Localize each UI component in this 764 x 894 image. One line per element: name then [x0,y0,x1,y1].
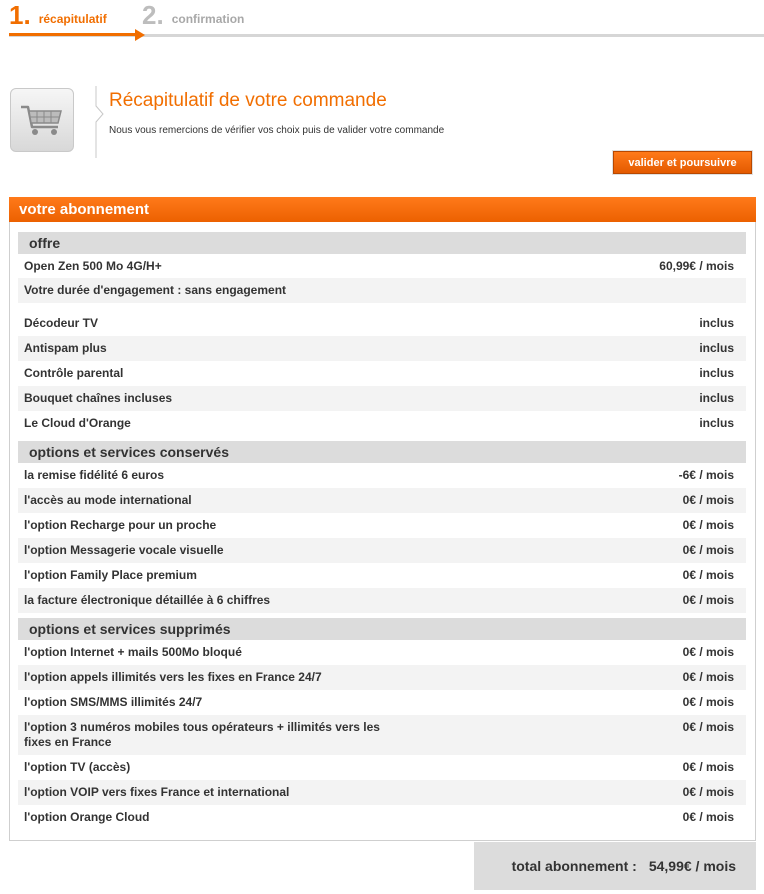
row-value: inclus [699,366,734,380]
row-value: inclus [699,316,734,330]
kept-row [18,463,746,488]
removed-row [18,780,746,805]
page-subtitle: Nous vous remercions de vérifier vos choix puis de valider votre commande [109,125,445,136]
step-recapitulatif [9,2,107,28]
order-stepper [9,0,764,40]
included-row [18,386,746,411]
stepper-progress [9,33,135,36]
included-row [18,411,746,436]
row-label: l'option Family Place premium [24,568,197,582]
subscription-panel-title: votre abonnement [9,197,756,222]
removed-row [18,715,746,755]
removed-row [18,665,746,690]
header-divider [93,86,105,158]
step-number: 1. [9,0,31,30]
row-label: la facture électronique détaillée à 6 chiffres [24,593,271,607]
row-value: inclus [699,341,734,355]
kept-row [18,563,746,588]
row-label: l'option SMS/MMS illimités 24/7 [24,695,203,709]
row-value: 0€ / mois [682,645,734,659]
step-label: confirmation [171,12,245,26]
row-label: la remise fidélité 6 euros [24,468,165,482]
page-title: Récapitulatif de votre commande [109,90,387,111]
total-value: 54,99€ / mois [648,858,736,874]
total-label: total abonnement : [511,858,637,874]
shopping-cart-icon [10,88,74,152]
row-label: l'option 3 numéros mobiles tous opérateurs + illimités vers les fixes en France [24,720,380,749]
kept-row [18,513,746,538]
row-value: 0€ / mois [682,695,734,709]
subscription-details [18,232,746,830]
kept-row [18,488,746,513]
row-value: 0€ / mois [682,543,734,557]
row-label: l'option Orange Cloud [24,810,150,824]
row-label: Décodeur TV [24,316,99,330]
row-value: 0€ / mois [682,760,734,774]
row-label: Open Zen 500 Mo 4G/H+ [24,259,162,273]
row-value: 60,99€ / mois [659,259,734,273]
step-confirmation [142,2,244,28]
offer-row [18,254,746,278]
kept-row [18,538,746,563]
row-value: 0€ / mois [682,593,734,607]
row-value: inclus [699,416,734,430]
row-value: inclus [699,391,734,405]
row-label: l'option VOIP vers fixes France et international [24,785,290,799]
stepper-arrow-icon [135,29,145,41]
row-value: 0€ / mois [682,518,734,532]
removed-row [18,640,746,665]
row-value: 0€ / mois [682,785,734,799]
row-label: l'option Messagerie vocale visuelle [24,543,224,557]
row-label: l'option Internet + mails 500Mo bloqué [24,645,242,659]
step-label: récapitulatif [38,12,107,26]
row-value: 0€ / mois [682,810,734,824]
row-label: l'accès au mode international [24,493,192,507]
included-row [18,361,746,386]
included-row [18,336,746,361]
step-number: 2. [142,0,164,30]
row-label: Votre durée d'engagement : sans engagement [24,283,287,297]
row-label: l'option Recharge pour un proche [24,518,217,532]
row-label: Antispam plus [24,341,107,355]
section-removed-heading: options et services supprimés [18,618,746,640]
validate-continue-button[interactable]: valider et poursuivre [613,151,752,174]
row-label: Contrôle parental [24,366,124,380]
removed-row [18,805,746,830]
row-label: Bouquet chaînes incluses [24,391,173,405]
row-label: l'option TV (accès) [24,760,131,774]
removed-row [18,690,746,715]
row-label: Le Cloud d'Orange [24,416,131,430]
included-row [18,311,746,336]
row-value: -6€ / mois [678,468,734,482]
removed-row [18,755,746,780]
row-value: 0€ / mois [682,493,734,507]
row-label: l'option appels illimités vers les fixes en France 24/7 [24,670,322,684]
total-subscription [474,842,756,890]
row-value: 0€ / mois [682,568,734,582]
row-value: 0€ / mois [682,670,734,684]
section-kept-heading: options et services conservés [18,441,746,463]
section-offer-heading: offre [18,232,746,254]
engagement-row [18,278,746,303]
kept-row [18,588,746,613]
row-value: 0€ / mois [682,720,734,734]
